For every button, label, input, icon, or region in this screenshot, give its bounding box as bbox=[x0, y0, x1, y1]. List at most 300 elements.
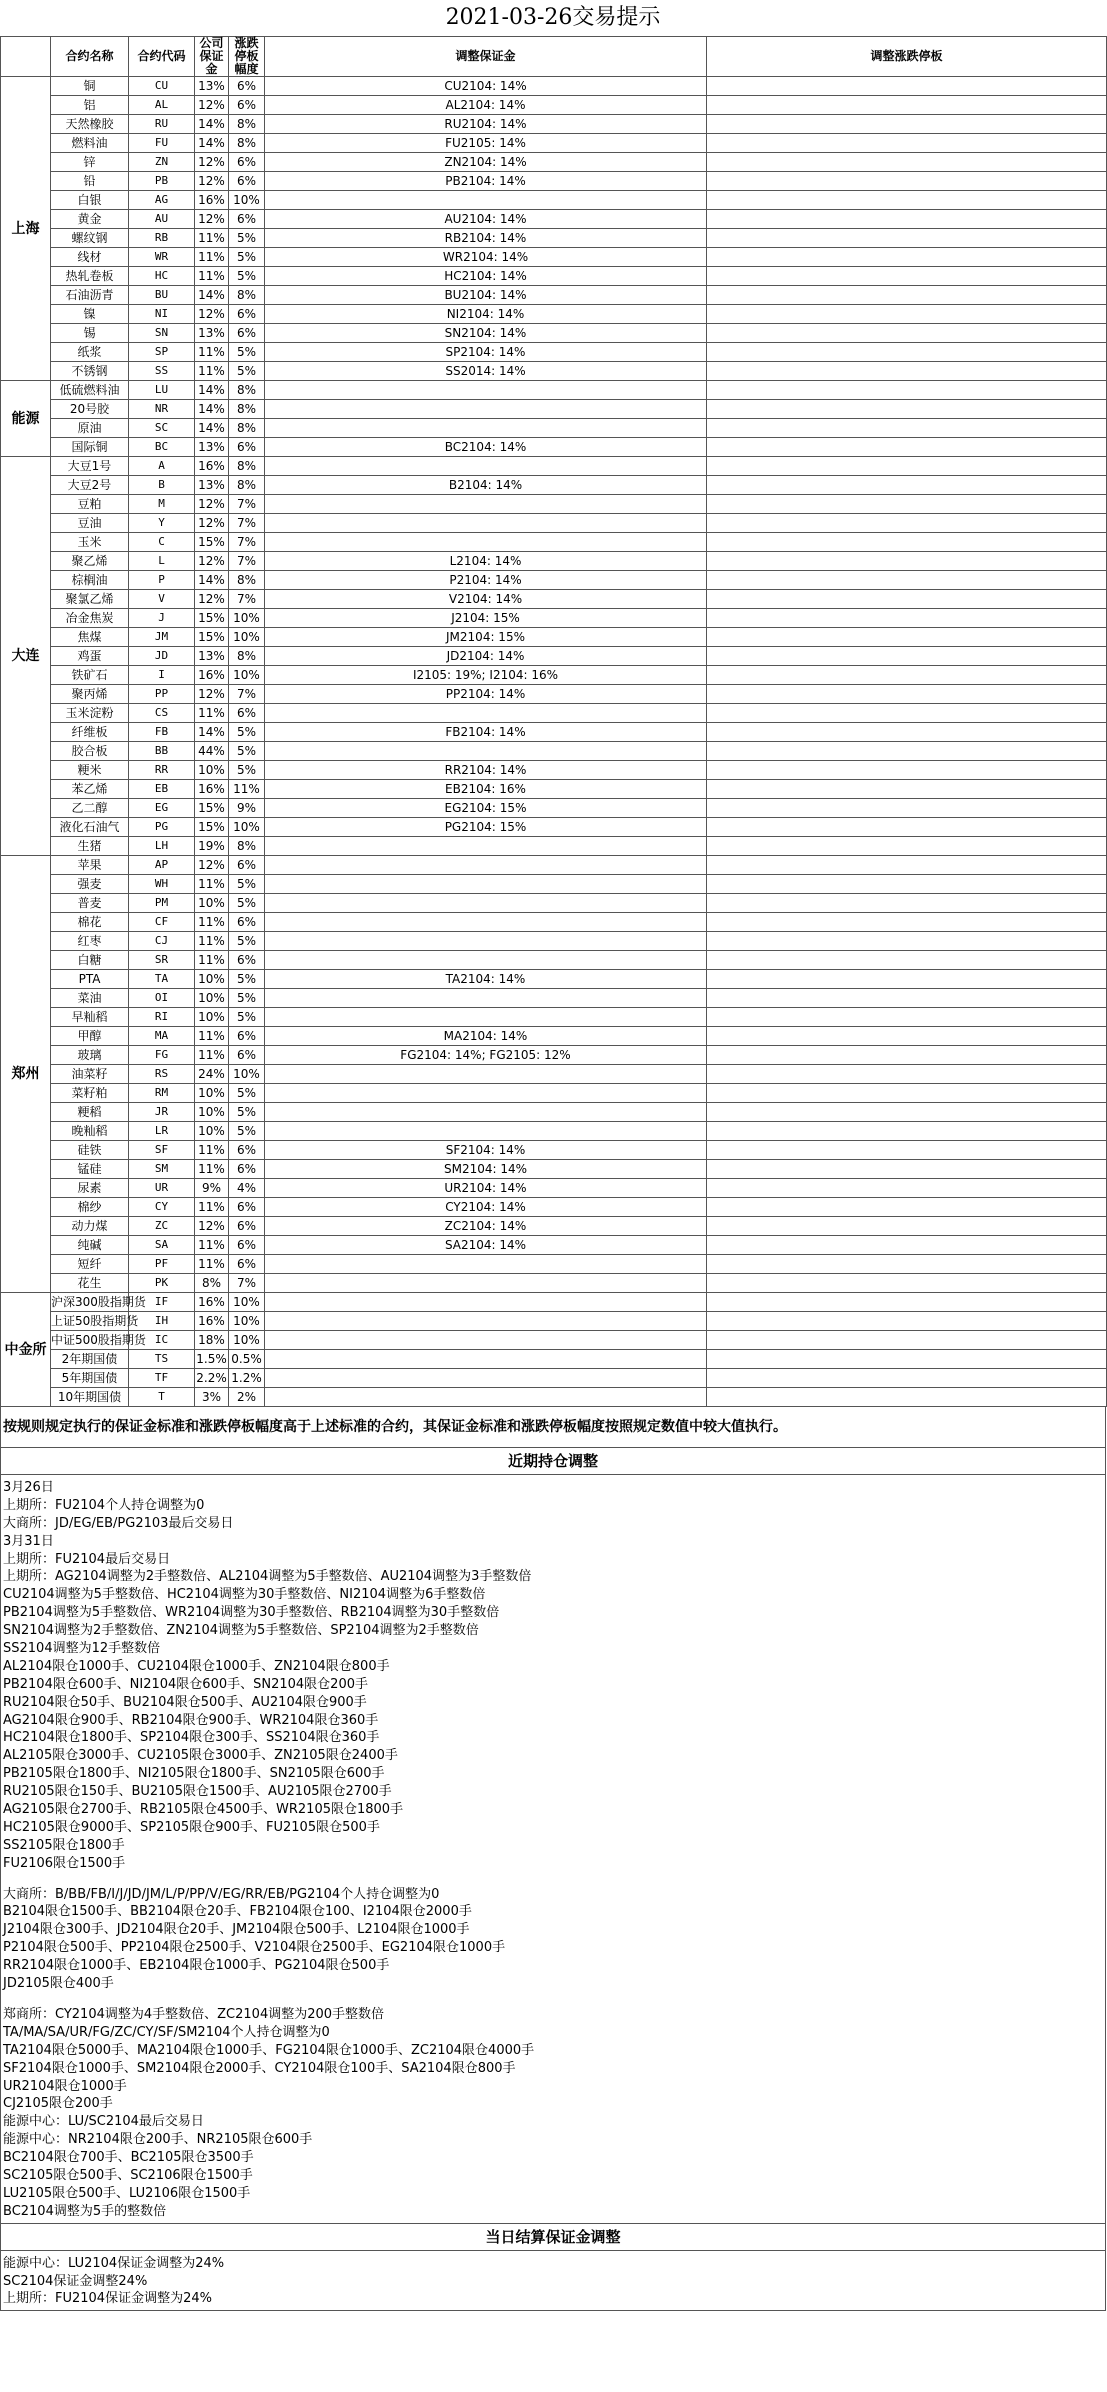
table-row bbox=[1, 1388, 1107, 1407]
adjust-margin-cell: FG2104: 14%; FG2105: 12% bbox=[265, 1046, 707, 1065]
notice-line: PB2104调整为5手整数倍、WR2104调整为30手整数倍、RB2104调整为30手整数倍 bbox=[3, 1605, 500, 1621]
header-adjust-limit: 调整涨跌停板 bbox=[707, 37, 1107, 77]
adjust-limit-cell bbox=[707, 343, 1107, 362]
contract-name-cell: PTA bbox=[51, 970, 129, 989]
contract-name-cell: 线材 bbox=[51, 248, 129, 267]
contract-name-cell: 苹果 bbox=[51, 856, 129, 875]
limit-cell: 6% bbox=[229, 210, 265, 229]
limit-cell: 10% bbox=[229, 818, 265, 837]
table-row bbox=[1, 571, 1107, 590]
contract-code-cell: PK bbox=[129, 1274, 195, 1293]
company-margin-cell: 12% bbox=[195, 685, 229, 704]
table-row bbox=[1, 856, 1107, 875]
contract-code-cell: PG bbox=[129, 818, 195, 837]
limit-cell: 5% bbox=[229, 875, 265, 894]
adjust-margin-cell: MA2104: 14% bbox=[265, 1027, 707, 1046]
adjust-limit-cell bbox=[707, 210, 1107, 229]
adjust-margin-cell: L2104: 14% bbox=[265, 552, 707, 571]
contract-code-cell: RI bbox=[129, 1008, 195, 1027]
contract-name-cell: 锰硅 bbox=[51, 1160, 129, 1179]
adjust-margin-cell: CU2104: 14% bbox=[265, 77, 707, 96]
contract-name-cell: 纸浆 bbox=[51, 343, 129, 362]
contract-name-cell: 豆油 bbox=[51, 514, 129, 533]
contract-code-cell: MA bbox=[129, 1027, 195, 1046]
limit-cell: 7% bbox=[229, 533, 265, 552]
adjust-limit-cell bbox=[707, 229, 1107, 248]
contract-name-cell: 菜籽粕 bbox=[51, 1084, 129, 1103]
contract-name-cell: 强麦 bbox=[51, 875, 129, 894]
company-margin-cell: 10% bbox=[195, 970, 229, 989]
adjust-limit-cell bbox=[707, 970, 1107, 989]
contract-code-cell: RM bbox=[129, 1084, 195, 1103]
table-row bbox=[1, 970, 1107, 989]
table-row bbox=[1, 267, 1107, 286]
limit-cell: 6% bbox=[229, 324, 265, 343]
adjust-limit-cell bbox=[707, 894, 1107, 913]
margin-list bbox=[0, 2251, 1106, 2312]
contract-name-cell: 黄金 bbox=[51, 210, 129, 229]
limit-cell: 6% bbox=[229, 1046, 265, 1065]
table-row bbox=[1, 1008, 1107, 1027]
exchange-cell: 上海 bbox=[1, 77, 51, 381]
limit-cell: 7% bbox=[229, 495, 265, 514]
company-margin-cell: 14% bbox=[195, 419, 229, 438]
adjust-limit-cell bbox=[707, 286, 1107, 305]
limit-cell: 6% bbox=[229, 704, 265, 723]
company-margin-cell: 16% bbox=[195, 457, 229, 476]
limit-cell: 5% bbox=[229, 932, 265, 951]
adjust-margin-cell: V2104: 14% bbox=[265, 590, 707, 609]
contract-code-cell: SS bbox=[129, 362, 195, 381]
limit-cell: 6% bbox=[229, 1160, 265, 1179]
contract-name-cell: 晚籼稻 bbox=[51, 1122, 129, 1141]
adjust-limit-cell bbox=[707, 742, 1107, 761]
limit-cell: 6% bbox=[229, 438, 265, 457]
contract-code-cell: TS bbox=[129, 1350, 195, 1369]
contract-name-cell: 天然橡胶 bbox=[51, 115, 129, 134]
adjust-margin-cell: AL2104: 14% bbox=[265, 96, 707, 115]
table-row bbox=[1, 780, 1107, 799]
limit-cell: 7% bbox=[229, 685, 265, 704]
adjust-limit-cell bbox=[707, 96, 1107, 115]
company-margin-cell: 15% bbox=[195, 609, 229, 628]
table-row bbox=[1, 419, 1107, 438]
limit-cell: 10% bbox=[229, 666, 265, 685]
limit-cell: 6% bbox=[229, 172, 265, 191]
contract-code-cell: HC bbox=[129, 267, 195, 286]
table-row bbox=[1, 1312, 1107, 1331]
notice-line: 大商所：JD/EG/EB/PG2103最后交易日 bbox=[3, 1515, 234, 1531]
contract-code-cell: C bbox=[129, 533, 195, 552]
adjust-limit-cell bbox=[707, 780, 1107, 799]
table-row bbox=[1, 153, 1107, 172]
header-contract-name: 合约名称 bbox=[51, 37, 129, 77]
table-row bbox=[1, 1046, 1107, 1065]
table-row bbox=[1, 343, 1107, 362]
limit-cell: 8% bbox=[229, 419, 265, 438]
table-row bbox=[1, 172, 1107, 191]
contract-name-cell: 玉米淀粉 bbox=[51, 704, 129, 723]
contract-code-cell: CU bbox=[129, 77, 195, 96]
contract-name-cell: 焦煤 bbox=[51, 628, 129, 647]
limit-cell: 6% bbox=[229, 951, 265, 970]
limit-cell: 11% bbox=[229, 780, 265, 799]
company-margin-cell: 16% bbox=[195, 1312, 229, 1331]
table-row bbox=[1, 362, 1107, 381]
limit-cell: 9% bbox=[229, 799, 265, 818]
table-row bbox=[1, 77, 1107, 96]
company-margin-cell: 14% bbox=[195, 381, 229, 400]
limit-cell: 5% bbox=[229, 1084, 265, 1103]
adjust-limit-cell bbox=[707, 1179, 1107, 1198]
adjust-margin-cell: UR2104: 14% bbox=[265, 1179, 707, 1198]
contract-code-cell: PF bbox=[129, 1255, 195, 1274]
company-margin-cell: 18% bbox=[195, 1331, 229, 1350]
adjust-limit-cell bbox=[707, 609, 1107, 628]
contract-name-cell: 大豆1号 bbox=[51, 457, 129, 476]
contract-code-cell: BB bbox=[129, 742, 195, 761]
table-row bbox=[1, 191, 1107, 210]
table-row bbox=[1, 1369, 1107, 1388]
limit-cell: 6% bbox=[229, 1198, 265, 1217]
notice-line: RR2104限仓1000手、EB2104限仓1000手、PG2104限仓500手 bbox=[3, 1958, 390, 1974]
adjust-limit-cell bbox=[707, 457, 1107, 476]
limit-cell: 8% bbox=[229, 647, 265, 666]
company-margin-cell: 11% bbox=[195, 1160, 229, 1179]
table-row bbox=[1, 533, 1107, 552]
contract-name-cell: 硅铁 bbox=[51, 1141, 129, 1160]
notice-line: 上期所：FU2104保证金调整为24% bbox=[3, 2291, 212, 2307]
table-row bbox=[1, 875, 1107, 894]
adjust-limit-cell bbox=[707, 647, 1107, 666]
adjust-margin-cell: EB2104: 16% bbox=[265, 780, 707, 799]
company-margin-cell: 3% bbox=[195, 1388, 229, 1407]
notice-line: HC2104限仓1800手、SP2104限仓300手、SS2104限仓360手 bbox=[3, 1730, 380, 1746]
contract-code-cell: RS bbox=[129, 1065, 195, 1084]
contract-name-cell: 苯乙烯 bbox=[51, 780, 129, 799]
adjust-limit-cell bbox=[707, 115, 1107, 134]
contract-code-cell: FG bbox=[129, 1046, 195, 1065]
limit-cell: 6% bbox=[229, 96, 265, 115]
contract-code-cell: IF bbox=[129, 1293, 195, 1312]
notice-line: 上期所：AG2104调整为2手整数倍、AL2104调整为5手整数倍、AU2104调整为3手整数倍 bbox=[3, 1569, 532, 1585]
adjust-limit-cell bbox=[707, 875, 1107, 894]
company-margin-cell: 14% bbox=[195, 571, 229, 590]
table-row bbox=[1, 590, 1107, 609]
margin-table bbox=[0, 36, 1107, 1407]
adjust-margin-cell bbox=[265, 951, 707, 970]
company-margin-cell: 13% bbox=[195, 438, 229, 457]
company-margin-cell: 13% bbox=[195, 476, 229, 495]
table-row bbox=[1, 913, 1107, 932]
adjust-margin-cell: I2105: 19%; I2104: 16% bbox=[265, 666, 707, 685]
adjust-margin-cell bbox=[265, 1255, 707, 1274]
company-margin-cell: 11% bbox=[195, 1141, 229, 1160]
header-contract-code: 合约代码 bbox=[129, 37, 195, 77]
company-margin-cell: 11% bbox=[195, 229, 229, 248]
notice-line: PB2104限仓600手、NI2104限仓600手、SN2104限仓200手 bbox=[3, 1676, 368, 1692]
contract-name-cell: 乙二醇 bbox=[51, 799, 129, 818]
position-title: 近期持仓调整 bbox=[0, 1448, 1106, 1475]
contract-name-cell: 玉米 bbox=[51, 533, 129, 552]
page-title: 2021-03-26交易提示 bbox=[445, 5, 661, 30]
contract-code-cell: SP bbox=[129, 343, 195, 362]
table-row bbox=[1, 324, 1107, 343]
contract-code-cell: Y bbox=[129, 514, 195, 533]
limit-cell: 6% bbox=[229, 1141, 265, 1160]
limit-cell: 7% bbox=[229, 514, 265, 533]
notice-line: RU2104限仓50手、BU2104限仓500手、AU2104限仓900手 bbox=[3, 1694, 367, 1710]
company-margin-cell: 12% bbox=[195, 1217, 229, 1236]
contract-code-cell: CS bbox=[129, 704, 195, 723]
adjust-limit-cell bbox=[707, 590, 1107, 609]
company-margin-cell: 11% bbox=[195, 875, 229, 894]
contract-name-cell: 燃料油 bbox=[51, 134, 129, 153]
contract-code-cell: TF bbox=[129, 1369, 195, 1388]
limit-cell: 5% bbox=[229, 742, 265, 761]
limit-cell: 5% bbox=[229, 1008, 265, 1027]
contract-code-cell: AP bbox=[129, 856, 195, 875]
adjust-limit-cell bbox=[707, 1008, 1107, 1027]
table-row bbox=[1, 134, 1107, 153]
contract-name-cell: 鸡蛋 bbox=[51, 647, 129, 666]
notice-line: 上期所：FU2104个人持仓调整为0 bbox=[3, 1497, 205, 1513]
contract-name-cell: 大豆2号 bbox=[51, 476, 129, 495]
contract-name-cell: 油菜籽 bbox=[51, 1065, 129, 1084]
company-margin-cell: 11% bbox=[195, 1198, 229, 1217]
limit-cell: 6% bbox=[229, 153, 265, 172]
adjust-margin-cell bbox=[265, 1350, 707, 1369]
notice-line: TA2104限仓5000手、MA2104限仓1000手、FG2104限仓1000手、ZC2104限仓4000手 bbox=[3, 2042, 535, 2058]
adjust-margin-cell: AU2104: 14% bbox=[265, 210, 707, 229]
company-margin-cell: 11% bbox=[195, 343, 229, 362]
table-row bbox=[1, 248, 1107, 267]
adjust-margin-cell: PB2104: 14% bbox=[265, 172, 707, 191]
adjust-limit-cell bbox=[707, 191, 1107, 210]
limit-cell: 8% bbox=[229, 457, 265, 476]
contract-name-cell: 锌 bbox=[51, 153, 129, 172]
adjust-margin-cell: EG2104: 15% bbox=[265, 799, 707, 818]
notice-line: 能源中心：LU2104保证金调整为24% bbox=[3, 2255, 225, 2271]
notice-line: AL2105限仓3000手、CU2105限仓3000手、ZN2105限仓2400手 bbox=[3, 1748, 398, 1764]
table-row bbox=[1, 628, 1107, 647]
contract-code-cell: J bbox=[129, 609, 195, 628]
limit-cell: 10% bbox=[229, 1331, 265, 1350]
limit-cell: 8% bbox=[229, 134, 265, 153]
limit-cell: 10% bbox=[229, 191, 265, 210]
contract-name-cell: 棉花 bbox=[51, 913, 129, 932]
table-row bbox=[1, 1255, 1107, 1274]
contract-name-cell: 尿素 bbox=[51, 1179, 129, 1198]
limit-cell: 6% bbox=[229, 856, 265, 875]
contract-name-cell: 10年期国债 bbox=[51, 1388, 129, 1407]
contract-name-cell: 沪深300股指期货 bbox=[51, 1293, 129, 1312]
adjust-margin-cell: PP2104: 14% bbox=[265, 685, 707, 704]
contract-name-cell: 铅 bbox=[51, 172, 129, 191]
exchange-cell: 能源 bbox=[1, 381, 51, 457]
contract-name-cell: 铝 bbox=[51, 96, 129, 115]
limit-cell: 10% bbox=[229, 1065, 265, 1084]
contract-name-cell: 上证50股指期货 bbox=[51, 1312, 129, 1331]
adjust-limit-cell bbox=[707, 685, 1107, 704]
adjust-margin-cell bbox=[265, 1084, 707, 1103]
contract-name-cell: 石油沥青 bbox=[51, 286, 129, 305]
adjust-margin-cell: RU2104: 14% bbox=[265, 115, 707, 134]
adjust-margin-cell bbox=[265, 1122, 707, 1141]
table-row bbox=[1, 666, 1107, 685]
contract-code-cell: WH bbox=[129, 875, 195, 894]
adjust-limit-cell bbox=[707, 1331, 1107, 1350]
limit-cell: 7% bbox=[229, 1274, 265, 1293]
adjust-limit-cell bbox=[707, 514, 1107, 533]
company-margin-cell: 10% bbox=[195, 894, 229, 913]
table-row bbox=[1, 476, 1107, 495]
contract-name-cell: 玻璃 bbox=[51, 1046, 129, 1065]
adjust-margin-cell: J2104: 15% bbox=[265, 609, 707, 628]
contract-name-cell: 铁矿石 bbox=[51, 666, 129, 685]
table-row bbox=[1, 647, 1107, 666]
notice-line: 3月26日 bbox=[3, 1480, 54, 1495]
adjust-margin-cell bbox=[265, 1293, 707, 1312]
company-margin-cell: 10% bbox=[195, 1008, 229, 1027]
table-row bbox=[1, 1293, 1107, 1312]
contract-code-cell: FU bbox=[129, 134, 195, 153]
adjust-limit-cell bbox=[707, 1312, 1107, 1331]
company-margin-cell: 10% bbox=[195, 761, 229, 780]
table-row bbox=[1, 305, 1107, 324]
table-row bbox=[1, 685, 1107, 704]
limit-cell: 6% bbox=[229, 1027, 265, 1046]
adjust-margin-cell bbox=[265, 400, 707, 419]
contract-code-cell: P bbox=[129, 571, 195, 590]
adjust-limit-cell bbox=[707, 818, 1107, 837]
contract-name-cell: 5年期国债 bbox=[51, 1369, 129, 1388]
adjust-margin-cell: FU2105: 14% bbox=[265, 134, 707, 153]
adjust-margin-cell bbox=[265, 1388, 707, 1407]
table-row bbox=[1, 1122, 1107, 1141]
adjust-limit-cell bbox=[707, 381, 1107, 400]
adjust-margin-cell: SF2104: 14% bbox=[265, 1141, 707, 1160]
limit-cell: 4% bbox=[229, 1179, 265, 1198]
contract-name-cell: 聚氯乙烯 bbox=[51, 590, 129, 609]
contract-code-cell: SA bbox=[129, 1236, 195, 1255]
contract-code-cell: CY bbox=[129, 1198, 195, 1217]
adjust-margin-cell bbox=[265, 837, 707, 856]
limit-cell: 6% bbox=[229, 1217, 265, 1236]
contract-name-cell: 2年期国债 bbox=[51, 1350, 129, 1369]
table-row bbox=[1, 1065, 1107, 1084]
notice-line: BC2104调整为5手的整数倍 bbox=[3, 2203, 167, 2219]
company-margin-cell: 11% bbox=[195, 1046, 229, 1065]
adjust-limit-cell bbox=[707, 951, 1107, 970]
contract-code-cell: EG bbox=[129, 799, 195, 818]
adjust-limit-cell bbox=[707, 989, 1107, 1008]
adjust-margin-cell: NI2104: 14% bbox=[265, 305, 707, 324]
contract-name-cell: 红枣 bbox=[51, 932, 129, 951]
adjust-limit-cell bbox=[707, 172, 1107, 191]
contract-code-cell: PM bbox=[129, 894, 195, 913]
notice-line: SC2104保证金调整24% bbox=[3, 2273, 148, 2289]
adjust-margin-cell bbox=[265, 894, 707, 913]
contract-name-cell: 棉纱 bbox=[51, 1198, 129, 1217]
table-row bbox=[1, 1331, 1107, 1350]
header-adjust-margin: 调整保证金 bbox=[265, 37, 707, 77]
company-margin-cell: 12% bbox=[195, 305, 229, 324]
company-margin-cell: 15% bbox=[195, 628, 229, 647]
company-margin-cell: 14% bbox=[195, 723, 229, 742]
company-margin-cell: 11% bbox=[195, 1027, 229, 1046]
notice-line: CJ2105限仓200手 bbox=[3, 2096, 113, 2112]
contract-code-cell: IH bbox=[129, 1312, 195, 1331]
adjust-limit-cell bbox=[707, 723, 1107, 742]
notice-line: RU2105限仓150手、BU2105限仓1500手、AU2105限仓2700手 bbox=[3, 1784, 392, 1800]
contract-name-cell: 普麦 bbox=[51, 894, 129, 913]
contract-code-cell: RB bbox=[129, 229, 195, 248]
company-margin-cell: 12% bbox=[195, 514, 229, 533]
table-row bbox=[1, 1084, 1107, 1103]
adjust-limit-cell bbox=[707, 1065, 1107, 1084]
contract-name-cell: 低硫燃料油 bbox=[51, 381, 129, 400]
notice-line: 郑商所：CY2104调整为4手整数倍、ZC2104调整为200手整数倍 bbox=[3, 2006, 385, 2022]
contract-name-cell: 纯碱 bbox=[51, 1236, 129, 1255]
adjust-limit-cell bbox=[707, 153, 1107, 172]
adjust-limit-cell bbox=[707, 1198, 1107, 1217]
notice-line: PB2105限仓1800手、NI2105限仓1800手、SN2105限仓600手 bbox=[3, 1766, 385, 1782]
notice-line: 3月31日 bbox=[3, 1533, 54, 1549]
rule-note: 按规则规定执行的保证金标准和涨跌停板幅度高于上述标准的合约，其保证金标准和涨跌停板幅度按照规定数值中较大值执行。 bbox=[0, 1407, 1106, 1448]
company-margin-cell: 14% bbox=[195, 115, 229, 134]
table-row bbox=[1, 799, 1107, 818]
table-row bbox=[1, 742, 1107, 761]
limit-cell: 5% bbox=[229, 248, 265, 267]
company-margin-cell: 10% bbox=[195, 1103, 229, 1122]
company-margin-cell: 11% bbox=[195, 362, 229, 381]
contract-code-cell: AL bbox=[129, 96, 195, 115]
adjust-limit-cell bbox=[707, 134, 1107, 153]
contract-name-cell: 不锈钢 bbox=[51, 362, 129, 381]
company-margin-cell: 11% bbox=[195, 951, 229, 970]
company-margin-cell: 14% bbox=[195, 400, 229, 419]
adjust-margin-cell: CY2104: 14% bbox=[265, 1198, 707, 1217]
notice-line: AL2104限仓1000手、CU2104限仓1000手、ZN2104限仓800手 bbox=[3, 1658, 390, 1674]
spacer bbox=[3, 1873, 1103, 1886]
company-margin-cell: 14% bbox=[195, 286, 229, 305]
table-row bbox=[1, 514, 1107, 533]
limit-cell: 5% bbox=[229, 970, 265, 989]
adjust-limit-cell bbox=[707, 571, 1107, 590]
limit-cell: 6% bbox=[229, 1236, 265, 1255]
adjust-margin-cell: ZC2104: 14% bbox=[265, 1217, 707, 1236]
limit-cell: 1.2% bbox=[229, 1369, 265, 1388]
contract-code-cell: SR bbox=[129, 951, 195, 970]
contract-code-cell: NI bbox=[129, 305, 195, 324]
contract-name-cell: 镍 bbox=[51, 305, 129, 324]
adjust-limit-cell bbox=[707, 1122, 1107, 1141]
contract-code-cell: FB bbox=[129, 723, 195, 742]
table-row bbox=[1, 1179, 1107, 1198]
notice-line: UR2104限仓1000手 bbox=[3, 2078, 127, 2094]
adjust-limit-cell bbox=[707, 362, 1107, 381]
adjust-margin-cell: SM2104: 14% bbox=[265, 1160, 707, 1179]
table-row bbox=[1, 894, 1107, 913]
limit-cell: 8% bbox=[229, 115, 265, 134]
notes-section bbox=[0, 1407, 1106, 2311]
contract-code-cell: AU bbox=[129, 210, 195, 229]
company-margin-cell: 13% bbox=[195, 77, 229, 96]
contract-code-cell: SC bbox=[129, 419, 195, 438]
contract-code-cell: ZC bbox=[129, 1217, 195, 1236]
company-margin-cell: 13% bbox=[195, 647, 229, 666]
